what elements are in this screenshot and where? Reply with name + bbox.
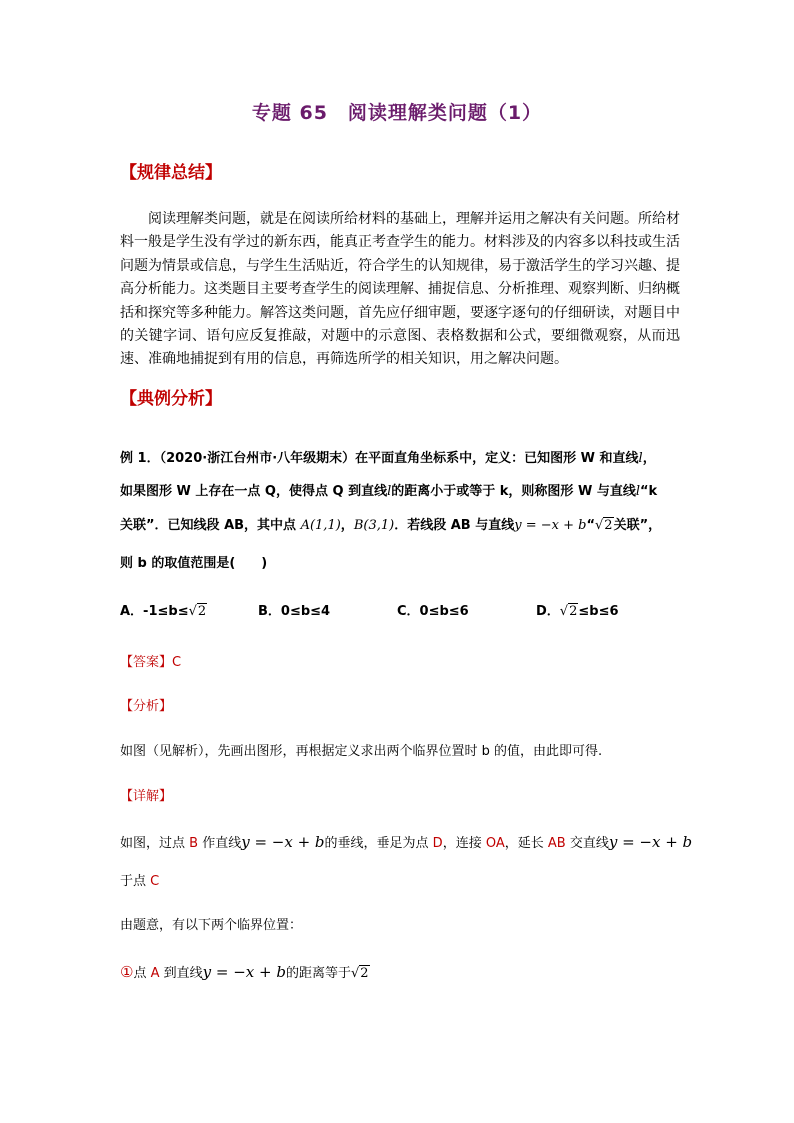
line-equation: y = −x + b xyxy=(514,518,587,533)
point-a: A(1,1) xyxy=(300,518,341,533)
question-line-4: 则 b 的取值范围是( ) xyxy=(120,556,268,571)
answer-options xyxy=(120,600,640,620)
question-text: 关联”．已知线段 AB，其中点 xyxy=(120,518,297,533)
detail-label: 【详解】 xyxy=(120,789,173,804)
question-text: ．若线段 AB 与直线 xyxy=(394,518,515,533)
analysis-label: 【分析】 xyxy=(120,699,173,714)
question-text: “ xyxy=(586,518,595,533)
var-l: l xyxy=(635,484,640,499)
question-text: 如果图形 W 上存在一点 Q，使得点 Q 到直线 xyxy=(120,484,388,499)
question-line-3 xyxy=(120,514,661,533)
answer-label: 【答案】 xyxy=(120,655,173,670)
page-title: 专题 65 阅读理解类问题（1） xyxy=(251,102,543,124)
line-equation: y = −x + b xyxy=(241,833,325,851)
circled-number: ① xyxy=(120,963,134,981)
option-c: C．0≤b≤6 xyxy=(397,604,469,619)
question-line-2 xyxy=(120,480,657,499)
var-l: l xyxy=(638,451,643,466)
analysis-text: 如图（见解析），先画出图形，再根据定义求出两个临界位置时 b 的值，由此即可得. xyxy=(120,744,603,759)
question-text: ， xyxy=(642,451,656,466)
question-text: 关联”， xyxy=(613,518,662,533)
detail-line-4: ①点 A 到直线y = −x + b的距离等于√2 xyxy=(120,963,369,981)
question-text: 的距离小于或等于 k，则称图形 W 与直线 xyxy=(391,484,636,499)
option-d: D．√2≤b≤6 xyxy=(536,604,619,619)
option-a: A．-1≤b≤√2 xyxy=(120,604,207,619)
rules-heading: 【规律总结】 xyxy=(120,163,222,183)
sqrt-expression: √2 xyxy=(594,518,613,533)
examples-heading: 【典例分析】 xyxy=(120,389,222,409)
detail-line-1: 如图，过点 B 作直线y = −x + b的垂线，垂足为点 D，连接 OA，延长 AB 交直线y = −x + b xyxy=(120,833,693,851)
question-line-1 xyxy=(120,447,656,466)
summary-paragraph xyxy=(120,208,680,372)
question-text: “k xyxy=(640,484,658,499)
point-b: B(3,1) xyxy=(353,518,395,533)
detail-line-3: 由题意，有以下两个临界位置： xyxy=(120,918,303,933)
sqrt-expression: √2 xyxy=(350,966,369,981)
line-equation: y = −x + b xyxy=(202,963,286,981)
option-b: B．0≤b≤4 xyxy=(258,604,331,619)
answer-row xyxy=(120,651,181,670)
summary-text: 阅读理解类问题，就是在阅读所给材料的基础上，理解并运用之解决有关问题。所给材料一般是学生没有学过的新东西，能真正考查学生的能力。材料涉及的内容多以科技或生活问题为情景或信息，与学生生活贴近，符合学生的认知规律，易于激活学生的学习兴趣、提高分析能力。这类题目主要考查学生的阅读理解、捕捉信息、分析推理、观察判断、归纳概括和探究等多种能力。解答这类问题，首先应仔细审题，要逐字逐句的仔细研读，对题目中的关键字词、语句应反复推敲，对题中的示意图、表格数据和公式，要细微观察，从而迅速、准确地捕捉到有用的信息，再筛选所学的相关知识，用之解决问题。 xyxy=(120,211,680,368)
question-text: 例 1．（2020·浙江台州市·八年级期末）在平面直角坐标系中，定义：已知图形 W 和直线 xyxy=(120,451,639,466)
question-text: ， xyxy=(340,518,354,533)
detail-line-2: 于点 C xyxy=(120,874,160,889)
var-l: l xyxy=(387,484,392,499)
line-equation: y = −x + b xyxy=(608,833,693,851)
answer-value: C xyxy=(172,655,182,670)
